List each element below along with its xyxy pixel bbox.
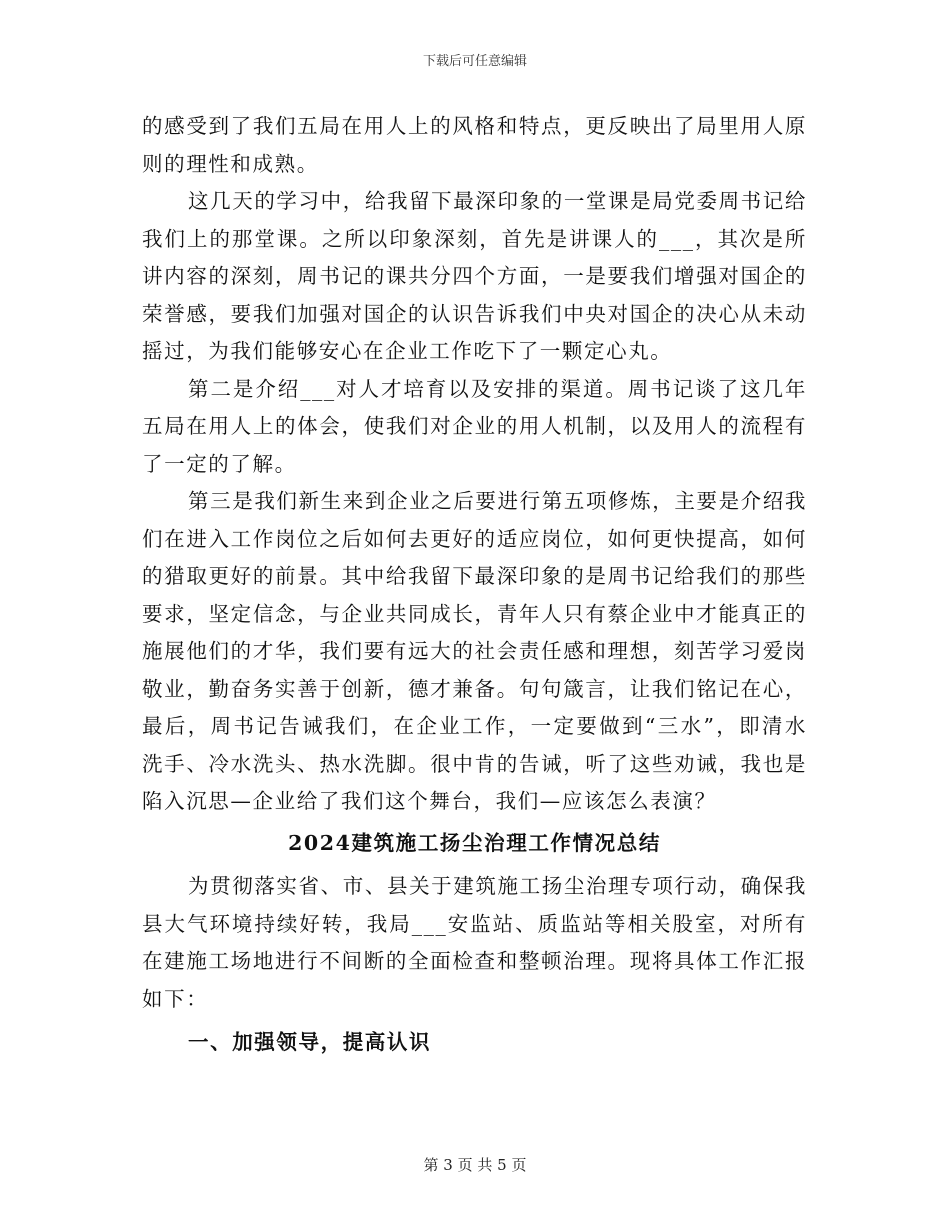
section-paragraph: 为贯彻落实省、市、县关于建筑施工扬尘治理专项行动，确保我县大气环境持续好转，我局___安监站、质监站等相关股室，对所有在建施工场地进行不间断的全面检查和整顿治理。现将具体工作汇报如下： [142, 874, 807, 1011]
section-title: 2024建筑施工扬尘治理工作情况总结 [288, 830, 661, 855]
page-header: 下载后可任意编辑 [422, 54, 527, 69]
page-footer: 第 3 页 共 5 页 [423, 1156, 527, 1174]
document-body [142, 108, 807, 1062]
paragraph: 第二是介绍___对人才培育以及安排的渠道。周书记谈了这几年五局在用人上的体会，使我们对企业的用人机制，以及用人的流程有了一定的了解。 [142, 376, 807, 476]
paragraph: 这几天的学习中，给我留下最深印象的一堂课是局党委周书记给我们上的那堂课。之所以印象深刻，首先是讲课人的___，其次是所讲内容的深刻，周书记的课共分四个方面，一是要我们增强对国企的荣誉感，要我们加强对国企的认识告诉我们中央对国企的决心从未动摇过，为我们能够安心在企业工作吃下了一颗定心丸。 [142, 189, 807, 363]
section-heading: 一、加强领导，提高认识 [188, 1030, 432, 1054]
paragraph-continuation: 的感受到了我们五局在用人上的风格和特点，更反映出了局里用人原则的理性和成熟。 [142, 114, 807, 176]
paragraph: 第三是我们新生来到企业之后要进行第五项修炼，主要是介绍我们在进入工作岗位之后如何去更好的适应岗位，如何更快提高，如何的猎取更好的前景。其中给我留下最深印象的是周书记给我们的那些要求，坚定信念，与企业共同成长，青年人只有蔡企业中才能真正的施展他们的才华，我们要有远大的社会责任感和理想，刻苦学习爱岗敬业，勤奋务实善于创新，德才兼备。句句箴言，让我们铭记在心，最后，周书记告诫我们，在企业工作，一定要做到“三水”，即清水洗手、冷水洗头、热水洗脚。很中肯的告诫，听了这些劝诫，我也是陷入沉思—企业给了我们这个舞台，我们—应该怎么表演？ [142, 489, 807, 813]
